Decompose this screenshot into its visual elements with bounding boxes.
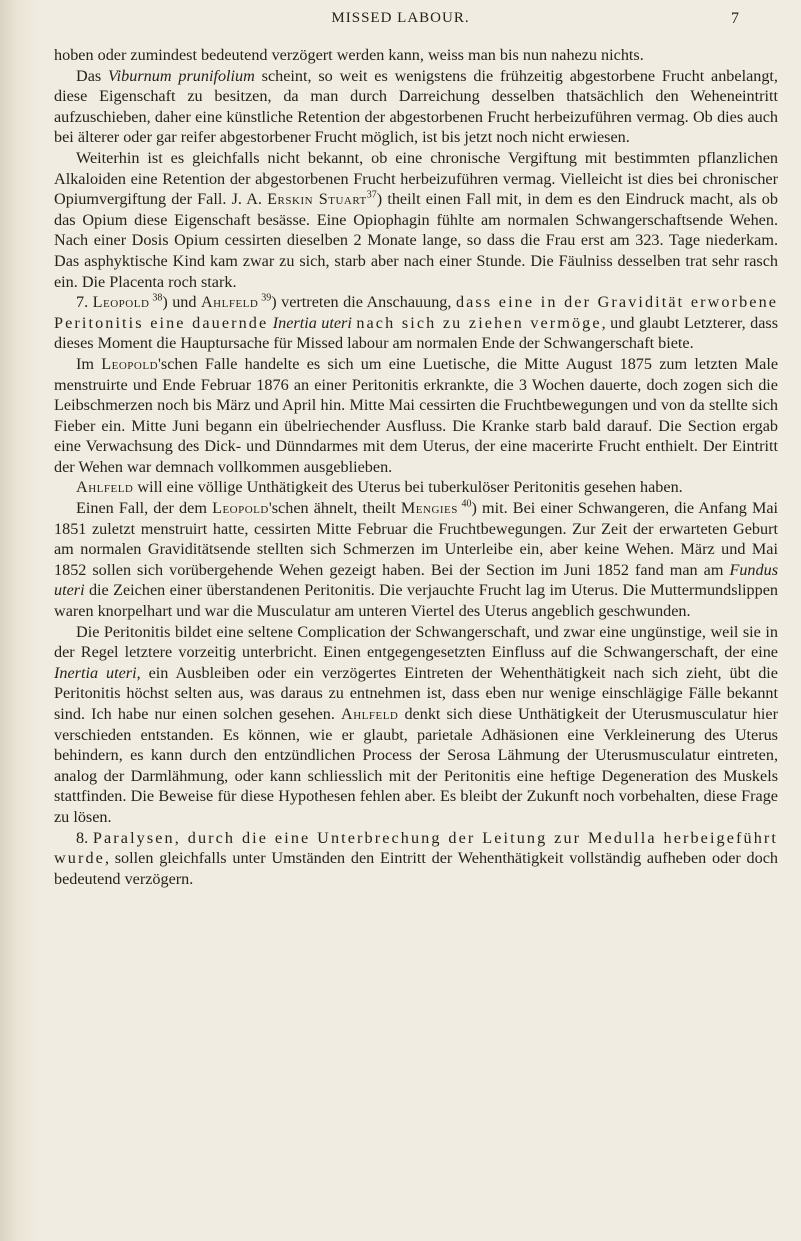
italic-term: Fundus uteri	[54, 560, 778, 600]
author-name: Ahlfeld	[341, 705, 399, 723]
text-run: Im	[76, 354, 102, 373]
paragraph	[54, 828, 778, 890]
text-run: scheint, so weit es wenigstens die frühzeitig abgestorbene Frucht anbelangt, diese Eigenschaft zu besitzen, da man durch Darreichung desselben thatsächlich den Weheneintritt aufzuschieben, daher eine künstliche Retention der abgestorbenen Frucht herbeizuführen vermag. Ob dies auch bei älterer oder gar reifer abgestorbener Frucht möglich, ist bis jetzt noch nicht erwiesen.	[54, 66, 778, 147]
paragraph	[54, 45, 778, 66]
author-name: Leopold	[212, 499, 269, 518]
text-run: 7.	[76, 293, 93, 312]
footnote-ref: 40	[457, 498, 472, 510]
text-run: Das	[76, 66, 108, 85]
italic-term: Viburnum prunifolium	[108, 66, 255, 85]
text-run: Die Peritonitis bildet eine seltene Complication der Schwangerschaft, und zwar eine ungünstige, weil sie in der Regel letztere vorzeitig unterbricht. Einen entgegengesetzten Einfluss auf die Schwangerschaft, der eine	[54, 622, 778, 662]
text-run: ) und	[162, 293, 201, 312]
footnote-ref: 38	[149, 292, 163, 304]
footnote-ref: 37	[366, 189, 377, 201]
author-name: Leopold	[101, 354, 159, 373]
paragraph	[54, 622, 778, 828]
text-run: ) mit. Bei einer Schwangeren, die Anfang Mai 1851 zuletzt menstruirt hatte, cessirten Mitte Februar die Fruchtbewegungen. Zur Zeit der erwarteten Geburt am normalen Graviditätsende stellten sich Schmerzen im Unterleibe ein, aber keine Wehen. März und Mai 1852 sollen sich vorübergehende Wehen gezeigt haben. Bei der Section im Juni 1852 fand man am	[54, 499, 779, 579]
text-run: , sollen gleichfalls unter Umständen den Eintritt der Wehenthätigkeit vollständig aufheben oder doch bedeutend verzögern.	[54, 849, 778, 888]
emphasized-text: dass eine in der Gravidität erworbene Peritonitis eine dauernde	[54, 293, 779, 332]
text-run: hoben oder zumindest bedeutend verzögert werden kann, weiss man bis nun nahezu nichts.	[54, 46, 644, 64]
paragraph	[54, 498, 778, 622]
text-run: Weiterhin ist es gleichfalls nicht bekannt, ob eine chronische Vergiftung mit bestimmten pflanzlichen Alkaloiden eine Retention der abgestorbenen Frucht herbeizuführen vermag. Vielleicht ist dies bei chronischer Opiumvergiftung der Fall. J. A.	[54, 148, 778, 209]
author-name: Mengies	[400, 499, 458, 518]
page-number: 7	[731, 10, 739, 27]
text-run: ) theilt einen Fall mit, in dem es den Eindruck macht, als ob das Opium diese Eigenschaft besässe. Eine Opiophagin fühlte am normalen Schwangerschaftsende Wehen. Nach einer Dosis Opium cessirten dieselben 2 Monate lange, so dass die Frau erst am 323. Tage niederkam. Das asphyktische Kind kam zwar zu sich, starb aber nach einer Stunde. Die Fäulniss desselben trat sehr rasch ein. Die Placenta roch stark.	[54, 190, 778, 291]
author-name: Leopold	[92, 293, 150, 312]
paragraph	[54, 292, 778, 354]
paragraph	[54, 477, 778, 498]
paragraph	[54, 354, 778, 478]
author-name: Erskin Stuart	[267, 190, 367, 209]
paragraph	[54, 148, 778, 292]
body-text	[54, 45, 778, 889]
text-run: 'schen ähnelt, theilt	[268, 499, 401, 518]
running-title: MISSED LABOUR.	[331, 10, 470, 26]
text-run: die Zeichen einer überstandenen Peritonitis. Die verjauchte Frucht lag im Uterus. Die Muttermundslippen waren knorpelhart und war die Musculatur am unteren Viertel des Uterus angeblich geschwunden.	[54, 581, 778, 621]
italic-term: Inertia uteri	[272, 313, 352, 332]
author-name: Ahlfeld	[76, 478, 134, 497]
italic-term: Inertia uteri	[54, 663, 137, 682]
author-name: Ahlfeld	[200, 293, 259, 312]
text-run: 'schen Falle handelte es sich um eine Luetische, die Mitte August 1875 zum letzten Male menstruirte und Ende Februar 1876 an einer Peritonitis erkrankte, die 3 Wochen dauerte, doch zogen sich die Leibschmerzen noch bis März und April hin. Mitte Mai cessirten die Fruchtbewegungen und von da stellte sich Fieber ein. Mitte Juni begann ein übelriechender Ausfluss. Die Kranke starb bald darauf. Die Section ergab eine Verwachsung des Dick- und Dünndarmes mit dem Uterus, der eine macerirte Frucht enthielt. Der Eintritt der Wehen war demnach vollkommen ausgeblieben.	[54, 354, 778, 476]
text-run: denkt sich diese Unthätigkeit der Uterusmusculatur hier verschieden entstanden. Es können, wie er glaubt, parietale Adhäsionen eine Verkleinerung des Uterus behindern, es kann durch den entzündlichen Process der Serosa Lähmung der Uterusmusculatur eintreten, analog der Darmlähmung, oder kann schliesslich mit der Peritonitis eine heftige Degeneration des Muskels stattfinden. Die Beweise für diese Hypothesen fehlen aber. Es bleibt der Zukunft noch vorbehalten, diese Frage zu lösen.	[54, 705, 778, 826]
footnote-ref: 39	[258, 292, 272, 304]
text-run: ) vertreten die Anschauung,	[271, 293, 456, 312]
text-run: , ein Ausbleiben oder ein verzögertes Eintreten der Wehenthätigkeit nach sich zieht, übt die Peritonitis höchst selten aus, was daraus zu entnehmen ist, dass eben nur wenige einschlägige Fälle bekannt sind. Ich habe nur einen solchen gesehen.	[54, 663, 778, 723]
text-run: will eine völlige Unthätigkeit des Uterus bei tuberkulöser Peritonitis gesehen haben.	[133, 478, 683, 497]
emphasized-text: Paralysen, durch die eine Unterbrechung der Leitung zur Medulla herbeigeführt wurde	[54, 828, 779, 868]
text-run: Einen Fall, der dem	[76, 499, 213, 518]
text-run: 8.	[76, 828, 93, 847]
paragraph	[54, 66, 778, 148]
emphasized-text: nach sich zu ziehen vermöge	[356, 313, 602, 332]
text-run: , und glaubt Letzterer, dass dieses Moment die Hauptursache für Missed labour am normalen Ende der Schwangerschaft biete.	[54, 313, 779, 353]
page-header	[0, 10, 801, 36]
